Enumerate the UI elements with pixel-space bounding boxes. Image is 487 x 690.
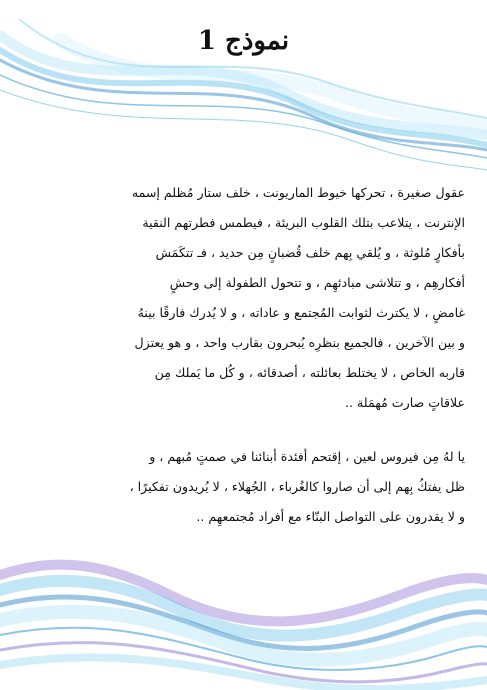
text-line: و لا يقدرون على التواصل البنّاء مع أفراد مُجتمعهِم .. [196,509,465,524]
paragraph-2 [22,442,465,532]
page-title: نموذج 1 [197,26,290,56]
text-line: قاربه الخاص ، لا يختلط بعائلته ، أصدقائه ، و كُل ما يَملك مِن [154,365,465,380]
text-line: الإنترنت ، يتلاعب بتلك القلوب البريئة ، فيطمس فطرتهم النقية [142,215,465,230]
paragraph-1 [22,178,465,418]
text-line: ظل يفتكُ بِهم إلى أن صاروا كالغُرباء ، الجُهلاء ، لا يُريدون تفكيرًا ، [129,479,465,494]
text-line: علاقاتٍ صارت مُهمَلة .. [345,395,465,410]
text-line: بأفكارٍ مُلوثة ، و يُلقي بِهم خلف قُضبانٍ مِن حديد ، فـ تتكَمَش [155,245,465,260]
body-text [22,178,465,532]
decorative-wave-bottom [0,535,487,690]
text-line: يا لهُ مِن فيروس لعين ، إقتحم أفئدة أبنائنا في صمتٍ مُبهم ، و [149,449,465,464]
text-line: أفكارهِم ، و تتلاشى مبادئهِم ، و تتحول الطفولة إلى وحشٍ [169,275,465,290]
text-line: غامضٍ ، لا يكترث لثوابت المُجتمع و عاداته ، و لا يُدرك فارقًا بينهُ [137,305,465,320]
text-line: و بين الآخرين ، فالجميع بنظرِه يُبحرون بقارب واحد ، و هو يعتزل [134,335,465,350]
text-line: عقول صغيرة ، تحركها خيوط الماريونت ، خلف ستار مُظلم إسمه [131,185,465,200]
